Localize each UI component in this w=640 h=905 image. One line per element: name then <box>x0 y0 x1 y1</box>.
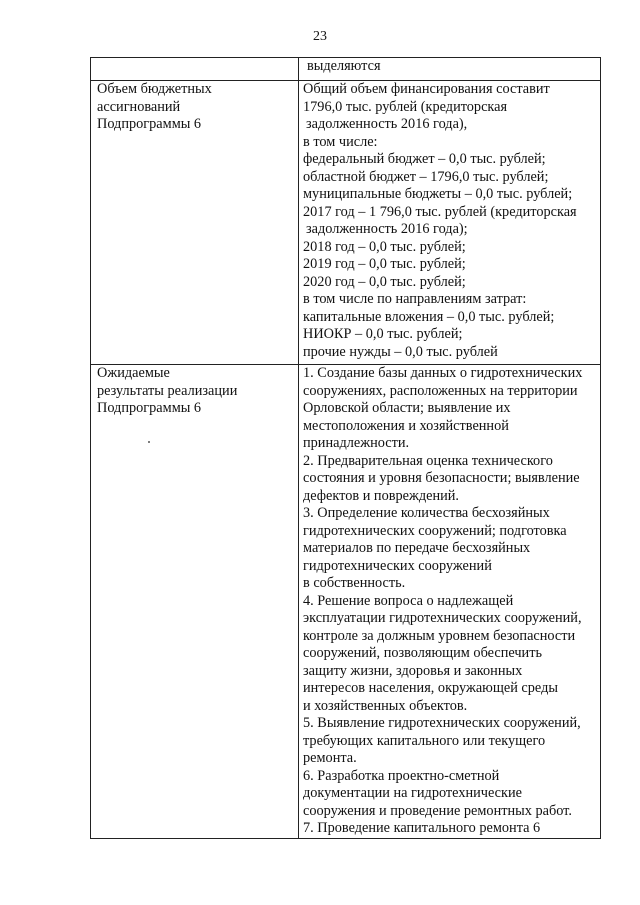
cell-text-line: Общий объем финансирования составит <box>303 81 550 97</box>
passport-table <box>90 57 601 839</box>
cell-text-line: в том числе по направлениям затрат: <box>303 291 527 307</box>
cell-text-line: 5. Выявление гидротехнических сооружений, <box>303 715 581 731</box>
scan-speck <box>148 441 150 443</box>
cell-text-line: задолженность 2016 года); <box>306 221 468 237</box>
cell-text-line: Орловской области; выявление их <box>303 400 511 416</box>
cell-text-line: 1. Создание базы данных о гидротехнических <box>303 365 583 381</box>
table-row-budget <box>91 81 601 365</box>
page-number: 23 <box>313 29 327 44</box>
cell-text-line: в собственность. <box>303 575 406 591</box>
cell-text-line: местоположения и хозяйственной <box>303 417 509 434</box>
cell-text-line: 2019 год – 0,0 тыс. рублей; <box>303 256 466 272</box>
cell-text-line: выделяются <box>307 58 381 74</box>
cell-text-line: сооружениях, расположенных на территории <box>303 382 578 399</box>
results-label-cell <box>91 365 299 839</box>
cell-text-line: эксплуатации гидротехнических сооружений, <box>303 610 582 626</box>
cell-text-line: 2020 год – 0,0 тыс. рублей; <box>303 273 466 290</box>
cell-text-line: федеральный бюджет – 0,0 тыс. рублей; <box>303 151 546 167</box>
cell-text-line: результаты реализации <box>97 382 238 399</box>
cell-text-line: капитальные вложения – 0,0 тыс. рублей; <box>303 308 555 325</box>
cell-text-line: 2018 год – 0,0 тыс. рублей; <box>303 238 466 255</box>
cell-text-line: интересов населения, окружающей среды <box>303 680 558 696</box>
cell-text-line: гидротехнических сооружений <box>303 557 492 574</box>
row-top-label-cell <box>91 58 299 81</box>
cell-text-line: муниципальные бюджеты – 0,0 тыс. рублей; <box>303 186 573 202</box>
cell-text-line: документации на гидротехнические <box>303 785 522 801</box>
cell-text-line: защиту жизни, здоровья и законных <box>303 662 523 679</box>
cell-text-line: контроле за должным уровнем безопасности <box>303 627 576 644</box>
cell-text-line: задолженность 2016 года), <box>306 116 468 132</box>
cell-text-line: Объем бюджетных <box>97 81 212 97</box>
cell-text-line: ассигнований <box>97 98 181 115</box>
budget-value-cell <box>299 81 601 365</box>
cell-text-line: сооружения и проведение ремонтных работ. <box>303 802 572 819</box>
cell-text-line: 7. Проведение капитального ремонта 6 <box>303 820 541 836</box>
cell-text-line: 4. Решение вопроса о надлежащей <box>303 592 514 609</box>
cell-text-line: дефектов и повреждений. <box>303 487 459 504</box>
cell-text-line: 6. Разработка проектно-сметной <box>303 767 500 784</box>
results-value-cell <box>299 365 601 839</box>
cell-text-line: 3. Определение количества бесхозяйных <box>303 505 550 521</box>
cell-text-line: Ожидаемые <box>97 365 170 381</box>
cell-text-line: сооружений, позволяющим обеспечить <box>303 645 542 661</box>
cell-text-line: принадлежности. <box>303 435 410 451</box>
cell-text-line: Подпрограммы 6 <box>97 400 202 416</box>
cell-text-line: ремонта. <box>303 750 357 766</box>
cell-text-line: НИОКР – 0,0 тыс. рублей; <box>303 326 463 342</box>
table-row-results <box>91 365 601 839</box>
cell-text-line: и хозяйственных объектов. <box>303 697 468 714</box>
table-row-top <box>91 58 601 81</box>
cell-text-line: областной бюджет – 1796,0 тыс. рублей; <box>303 168 549 185</box>
cell-text-line: 2017 год – 1 796,0 тыс. рублей (кредиторская <box>303 203 577 220</box>
cell-text-line: 1796,0 тыс. рублей (кредиторская <box>303 98 508 115</box>
cell-text-line: в том числе: <box>303 133 378 150</box>
row-top-value-cell <box>299 58 601 81</box>
cell-text-line: материалов по передаче бесхозяйных <box>303 540 531 556</box>
cell-text-line: прочие нужды – 0,0 тыс. рублей <box>303 343 498 360</box>
cell-text-line: гидротехнических сооружений; подготовка <box>303 522 567 539</box>
cell-text-line: 2. Предварительная оценка технического <box>303 452 553 469</box>
cell-text-line: требующих капитального или текущего <box>303 732 546 749</box>
budget-label-cell <box>91 81 299 365</box>
cell-text-line: Подпрограммы 6 <box>97 116 202 132</box>
cell-text-line: состояния и уровня безопасности; выявление <box>303 470 580 486</box>
